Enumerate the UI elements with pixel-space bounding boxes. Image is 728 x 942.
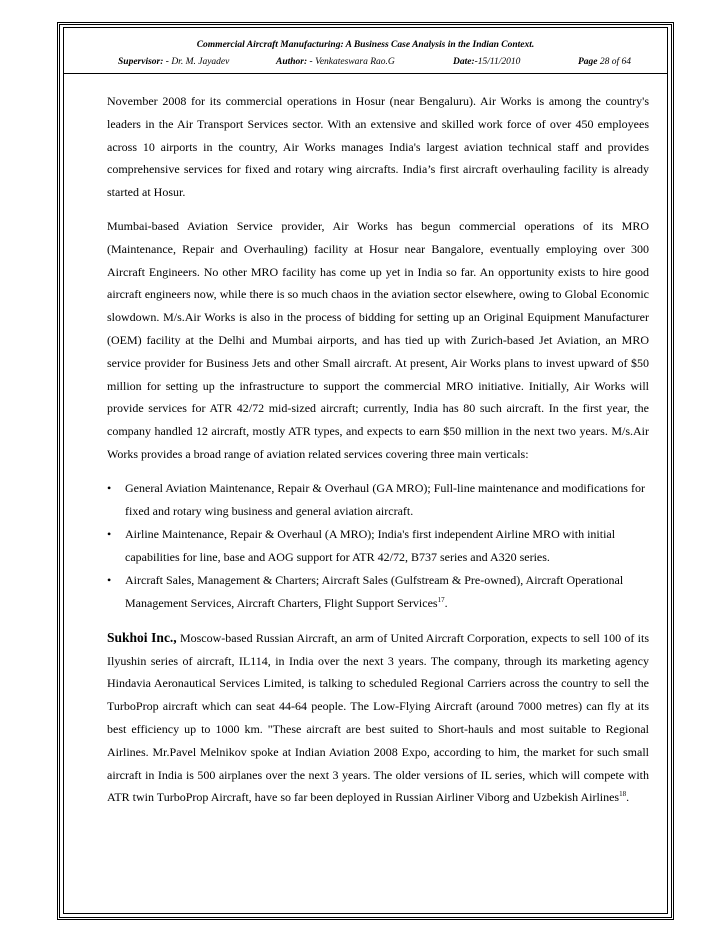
bullet-mark: •: [107, 480, 112, 495]
list-item-period: .: [444, 595, 448, 610]
author-value: Venkateswara Rao.G: [315, 57, 395, 67]
bullet-mark: •: [107, 526, 112, 541]
header-divider: [63, 73, 668, 74]
list-item-text: Airline Maintenance, Repair & Overhaul (A MRO); India's first independent Airline MRO with initial capabilities for line, base and AOG support for ATR 42/72, B737 series and A320 series.: [125, 526, 616, 564]
list-item-text: General Aviation Maintenance, Repair & Overhaul (GA MRO); Full-line maintenance and modifications for fixed and rotary wing business and general aviation aircraft.: [125, 480, 645, 518]
paragraph-period: .: [626, 790, 630, 805]
list-item: [107, 477, 649, 523]
page-content: [107, 90, 649, 820]
list-item: [107, 523, 649, 569]
paragraph-sukhoi-text: Moscow-based Russian Aircraft, an arm of United Aircraft Corporation, expects to sell 100 of its Ilyushin series of aircraft, IL114, in India over the next 3 years. The company, through its marketing agency Hindavia Aeronautical Services Limited, is talking to scheduled Regional Carriers across the country to sell the TurboProp aircraft which can seat 44-64 people. The Low-Flying Aircraft (around 7000 metres) can fly at its best efficiency up to 1000 km. "These aircraft are best suited to Short-hauls and most suitable to Regional Airlines. Mr.Pavel Melnikov spoke at Indian Aviation 2008 Expo, according to him, the market for such small aircraft in India is 500 airplanes over the next 3 years. The older versions of IL series, which will compete with ATR twin TurboProp Aircraft, have so far been deployed in Russian Airliner Viborg and Uzbekish Airlines: [107, 630, 649, 805]
supervisor-field: [118, 57, 229, 67]
date-label: Date:-: [453, 57, 478, 67]
bullet-mark: •: [107, 572, 112, 587]
verticals-list: [107, 477, 649, 615]
supervisor-label: Supervisor: -: [118, 57, 172, 67]
page-label: Page: [578, 57, 600, 67]
list-item-text-main: Aircraft Sales, Management & Charters; Aircraft Sales (Gulfstream & Pre-owned), Aircraft Operational Management Services, Aircraft Charters, Flight Support Services: [125, 572, 624, 610]
page-number-field: [578, 57, 631, 67]
date-field: [453, 57, 520, 67]
supervisor-value: Dr. M. Jayadev: [171, 57, 230, 67]
page-number: 28 of 64: [599, 57, 632, 67]
author-label: Author: -: [276, 57, 316, 67]
footnote-ref-17[interactable]: 17: [437, 595, 445, 604]
paragraph-sukhoi: [107, 627, 649, 809]
company-name-sukhoi: Sukhoi Inc.,: [107, 629, 177, 645]
list-item: [107, 569, 649, 615]
paragraph-air-works-mro: Mumbai-based Aviation Service provider, Air Works has begun commercial operations of its MRO (Maintenance, Repair and Overhauling) facility at Hosur near Bangalore, eventually employing over 300 Aircraft Engineers. No other MRO facility has come up yet in India so far. An opportunity exists to hire good aircraft engineers now, while there is so much chaos in the aviation sector elsewhere, owing to Global Economic slowdown. M/s.Air Works is also in the process of bidding for setting up an Original Equipment Manufacturer (OEM) facility at the Delhi and Mumbai airports, and has tied up with Zurich-based Jet Aviation, an MRO service provider for Business Jets and other Small aircraft. At present, Air Works plans to invest upward of $50 million for setting up the infrastructure to support the commercial MRO initiative. Initially, Air Works will provide services for ATR 42/72 mid-sized aircraft; currently, India has 80 such aircraft. In the first year, the company handled 12 aircraft, mostly ATR types, and expects to earn $50 million in the next two years. M/s.Air Works provides a broad range of aviation related services covering three main verticals:: [107, 218, 649, 461]
footnote-ref-18[interactable]: 18: [619, 790, 627, 799]
date-value: 15/11/2010: [477, 57, 521, 67]
list-item-text: [125, 569, 649, 615]
author-field: [276, 57, 395, 67]
paragraph-air-works-intro: November 2008 for its commercial operations in Hosur (near Bengaluru). Air Works is among the country's leaders in the Air Transport Services sector. With an extensive and skilled work force of over 450 employees across 10 airports in the country, Air Works manages India's largest aviation technical staff and provides comprehensive services for fixed and rotary wing aircrafts. India’s first aircraft overhauling facility is already started at Hosur.: [107, 94, 649, 200]
document-title: Commercial Aircraft Manufacturing: A Business Case Analysis in the Indian Context.: [196, 40, 535, 50]
